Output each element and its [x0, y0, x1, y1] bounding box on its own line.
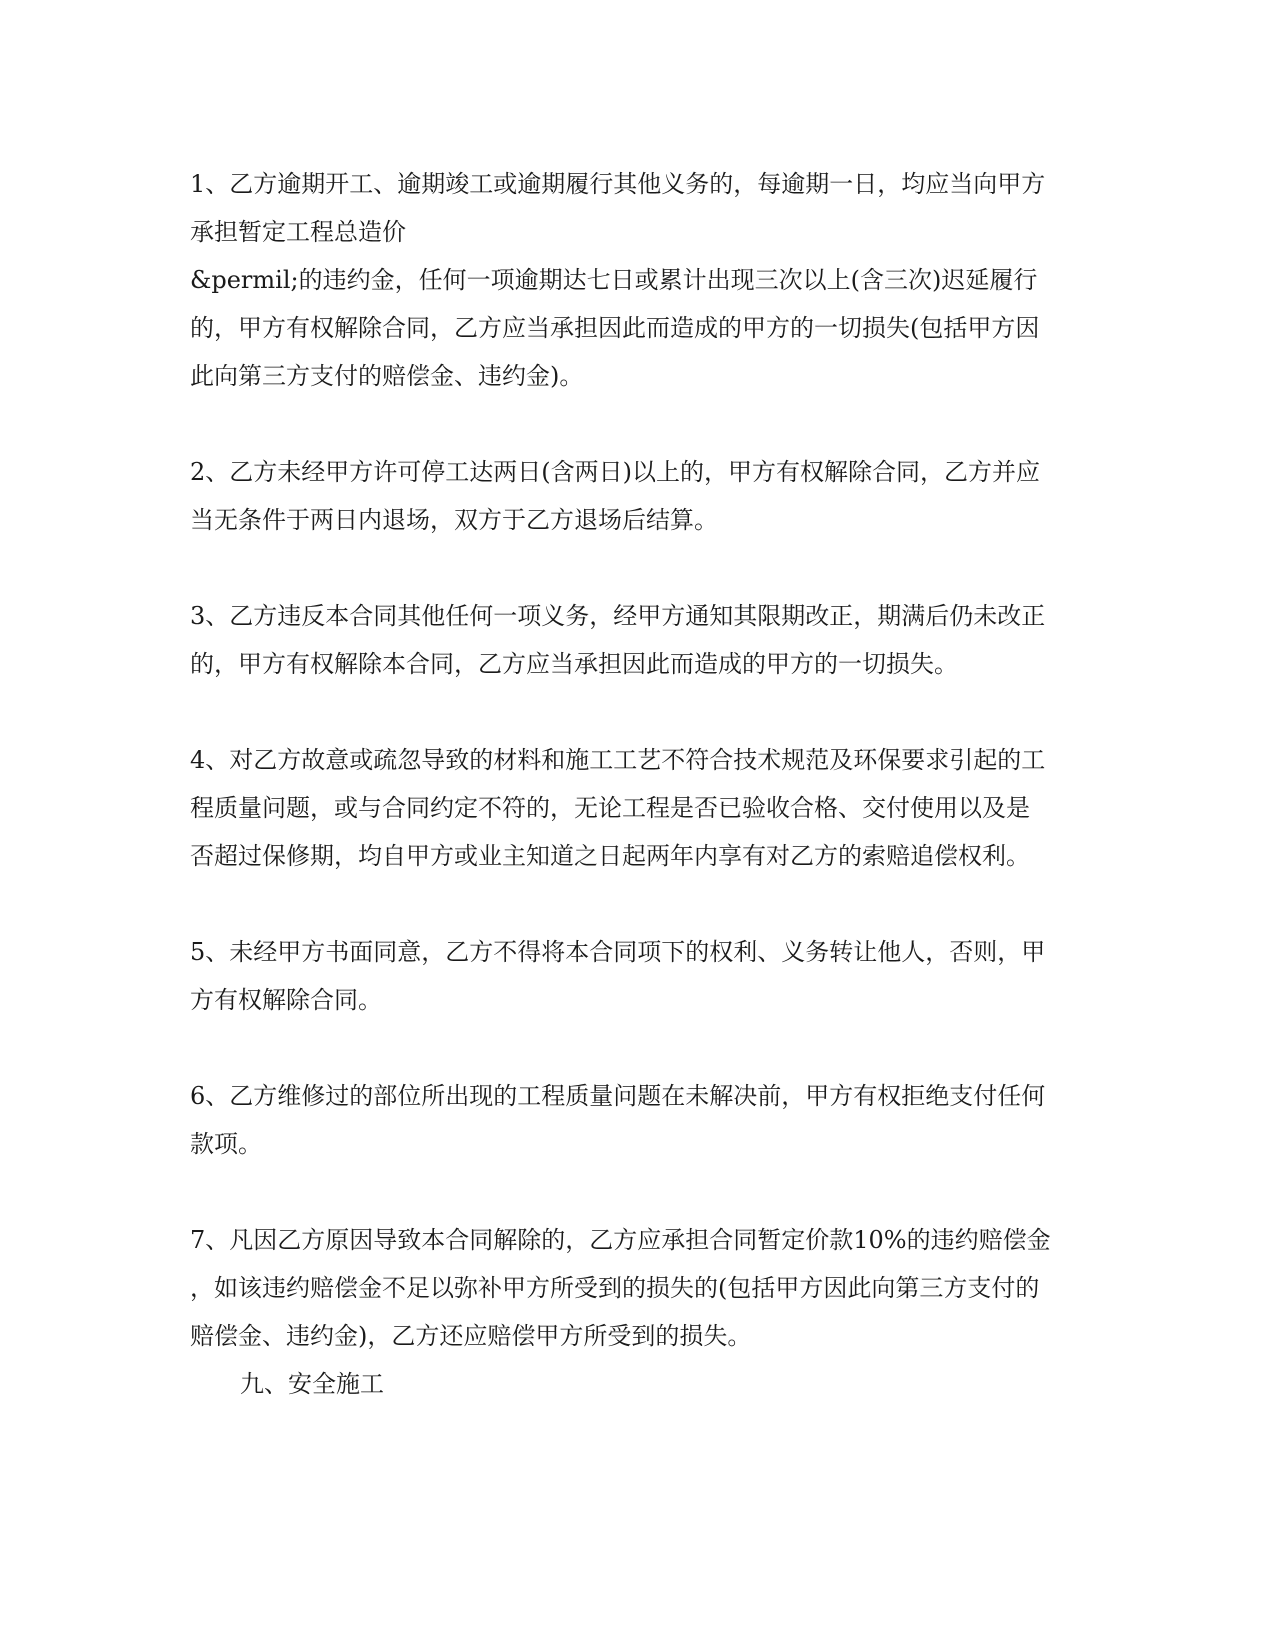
clause-line: 1、乙方逾期开工、逾期竣工或逾期履行其他义务的，每逾期一日，均应当向甲方 [190, 170, 1046, 198]
clause-7 [190, 1216, 1080, 1360]
clause-line: &permil;的违约金，任何一项逾期达七日或累计出现三次以上(含三次)迟延履行 [190, 266, 1038, 294]
clause-line: 4、对乙方故意或疏忽导致的材料和施工工艺不符合技术规范及环保要求引起的工 [190, 746, 1046, 774]
clause-3 [190, 592, 1080, 688]
clause-line: ，如该违约赔偿金不足以弥补甲方所受到的损失的(包括甲方因此向第三方支付的 [190, 1274, 1040, 1302]
clause-line: 方有权解除合同。 [190, 986, 382, 1014]
clause-line: 5、未经甲方书面同意，乙方不得将本合同项下的权利、义务转让他人，否则，甲 [190, 938, 1046, 966]
clause-6 [190, 1072, 1080, 1168]
clause-line: 的，甲方有权解除合同，乙方应当承担因此而造成的甲方的一切损失(包括甲方因 [190, 314, 1040, 342]
clause-line: 赔偿金、违约金)，乙方还应赔偿甲方所受到的损失。 [190, 1322, 752, 1350]
clause-5 [190, 928, 1080, 1024]
clause-line: 的，甲方有权解除本合同，乙方应当承担因此而造成的甲方的一切损失。 [190, 650, 958, 678]
clause-line: 款项。 [190, 1130, 262, 1158]
clause-line: 程质量问题，或与合同约定不符的，无论工程是否已验收合格、交付使用以及是 [190, 794, 1030, 822]
clause-2 [190, 448, 1080, 544]
clause-line: 6、乙方维修过的部位所出现的工程质量问题在未解决前，甲方有权拒绝支付任何 [190, 1082, 1046, 1110]
clause-line: 2、乙方未经甲方许可停工达两日(含两日)以上的，甲方有权解除合同，乙方并应 [190, 458, 1040, 486]
clause-line: 承担暂定工程总造价 [190, 218, 406, 246]
section-heading: 九、安全施工 [240, 1370, 384, 1398]
clause-line: 此向第三方支付的赔偿金、违约金)。 [190, 362, 584, 390]
clause-line: 3、乙方违反本合同其他任何一项义务，经甲方通知其限期改正，期满后仍未改正 [190, 602, 1046, 630]
document-body [190, 160, 1080, 1408]
clause-1 [190, 160, 1080, 400]
clause-line: 7、凡因乙方原因导致本合同解除的，乙方应承担合同暂定价款10%的违约赔偿金 [190, 1226, 1051, 1254]
clause-4 [190, 736, 1080, 880]
clause-line: 当无条件于两日内退场，双方于乙方退场后结算。 [190, 506, 718, 534]
clause-line: 否超过保修期，均自甲方或业主知道之日起两年内享有对乙方的索赔追偿权利。 [190, 842, 1030, 870]
